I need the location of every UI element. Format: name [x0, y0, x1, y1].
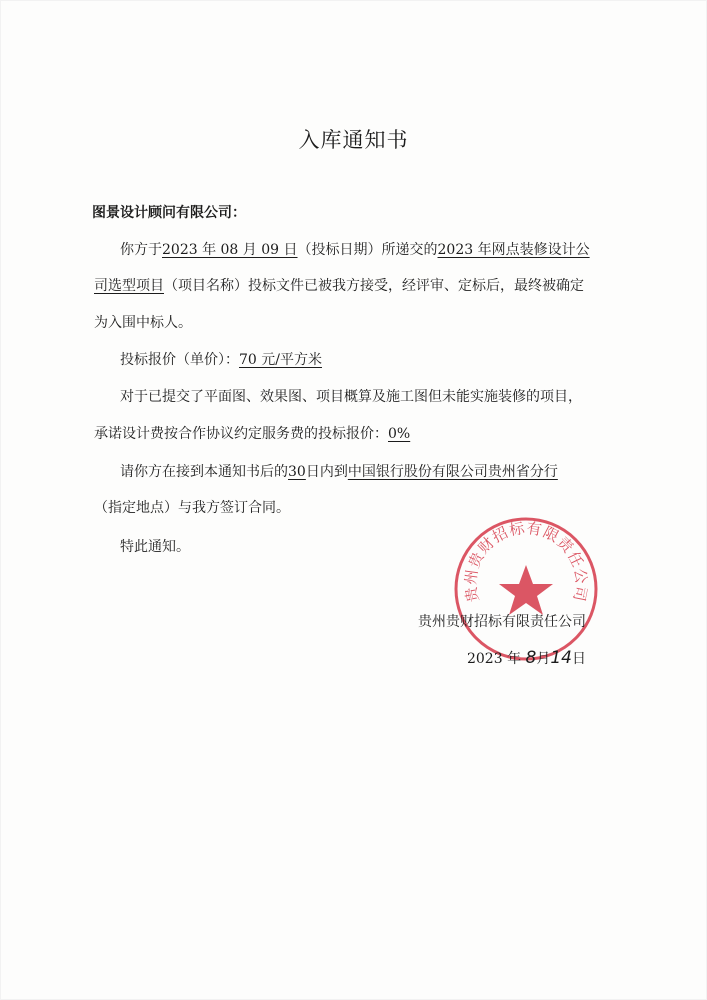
date-month: 8 [525, 648, 537, 668]
contract-location: 中国银行股份有限公司贵州省分行 [347, 464, 558, 480]
seal-text: 贵州贵财招标有限责任公司 [461, 518, 591, 604]
document-title: 入库通知书 [298, 128, 409, 152]
salutation: 图景设计顾问有限公司： [92, 205, 246, 221]
project-name-part2: 司选型项目 [94, 278, 164, 294]
acceptance-text: （项目名称）投标文件已被我方接受，经评审、定标后，最终被确定 [164, 278, 584, 294]
date-day: 14 [550, 648, 572, 668]
price-line [120, 350, 322, 370]
issuer-name: 贵州贵财招标有限责任公司 [418, 614, 586, 630]
design-fee-label: 承诺设计费按合作协议约定服务费的投标报价： [94, 426, 388, 442]
paragraph1-line3: 为入围中标人。 [94, 315, 192, 331]
paragraph4-line2: （指定地点）与我方签订合同。 [94, 500, 290, 516]
date-day-unit: 日 [572, 651, 586, 667]
bid-date-prefix: 你方于 [120, 242, 162, 258]
paragraph1-line1 [120, 240, 590, 260]
paragraph1-line2 [94, 276, 584, 296]
bid-date-note: （投标日期）所递交的 [297, 242, 438, 258]
signature-date [467, 648, 586, 669]
date-month-unit: 月 [536, 651, 551, 667]
contract-days: 30 [288, 464, 306, 480]
project-name-part1: 2023 年网点装修设计公 [437, 242, 590, 258]
contract-days-unit: 日内到 [305, 464, 348, 480]
paragraph3-line2 [94, 424, 410, 444]
design-fee-rate: 0% [388, 426, 411, 442]
date-year-unit: 年 [507, 651, 522, 667]
seal-star-icon [499, 565, 553, 615]
price-label: 投标报价（单价）： [120, 352, 239, 368]
bid-date: 2023 年 08 月 09 日 [162, 242, 298, 258]
contract-prefix: 请你方在接到本通知书后的 [120, 464, 288, 480]
company-seal [452, 515, 600, 663]
closing: 特此通知。 [120, 539, 190, 555]
date-year: 2023 [466, 651, 503, 667]
price-value: 70 元/平方米 [239, 352, 322, 368]
paragraph3-line1: 对于已提交了平面图、效果图、项目概算及施工图但未能实施装修的项目， [120, 389, 582, 405]
paragraph4-line1 [120, 462, 558, 482]
